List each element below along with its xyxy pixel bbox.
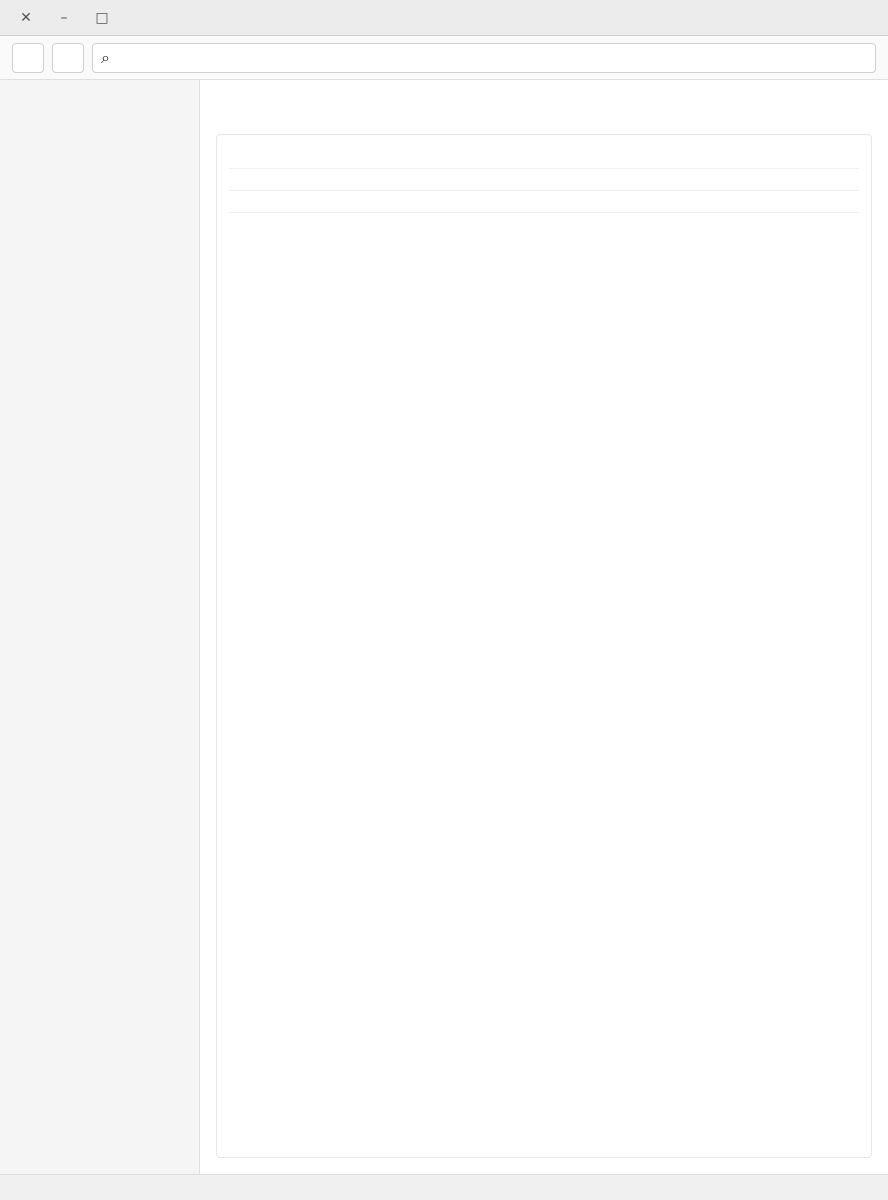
content-area — [0, 80, 888, 1174]
close-icon[interactable]: ✕ — [20, 9, 32, 26]
list-item — [229, 191, 859, 213]
sidebar-item[interactable] — [0, 88, 199, 120]
search-icon: ⌕ — [101, 47, 110, 67]
sidebar-item[interactable] — [0, 120, 199, 152]
sidebar-item[interactable] — [0, 152, 199, 184]
page-title — [216, 96, 872, 122]
list-item — [229, 169, 859, 191]
sidebar — [0, 80, 200, 1174]
status-bar — [0, 1174, 888, 1200]
forward-button[interactable] — [52, 43, 84, 73]
search-box — [92, 43, 876, 73]
main-panel — [200, 80, 888, 1174]
toolbar — [0, 36, 888, 80]
search-input[interactable] — [116, 50, 867, 65]
maximize-icon[interactable]: □ — [95, 9, 109, 26]
back-button[interactable] — [12, 43, 44, 73]
list-item — [229, 147, 859, 169]
minimize-icon[interactable]: – — [60, 9, 68, 26]
title-bar — [0, 0, 888, 36]
content-list — [216, 134, 872, 1158]
